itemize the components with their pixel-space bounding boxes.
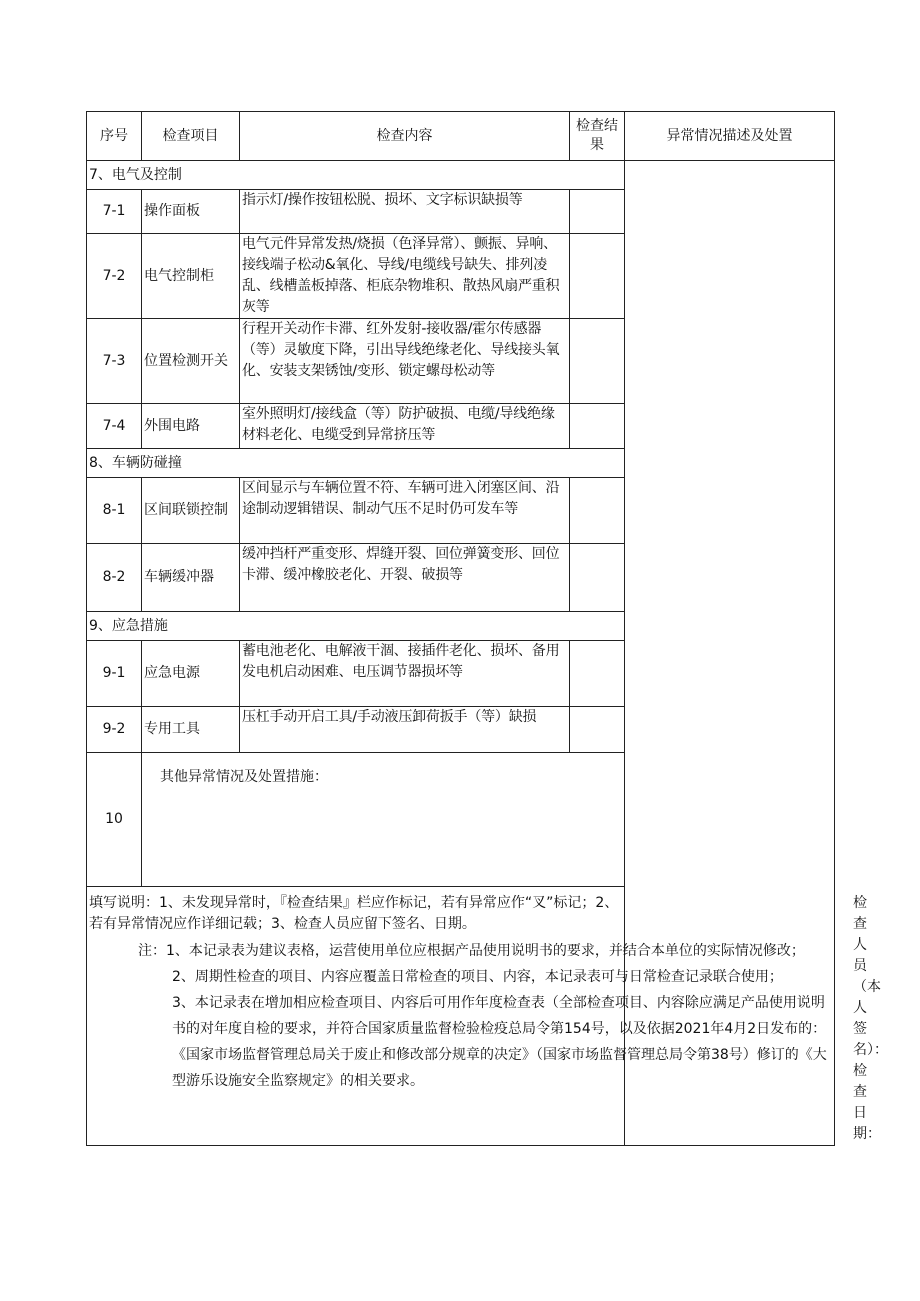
result-cell[interactable]	[570, 707, 625, 753]
row-no: 7-2	[87, 234, 142, 319]
row-content: 室外照明灯/接线盒（等）防护破损、电缆/导线绝缘材料老化、电缆受到异常挤压等	[240, 404, 570, 449]
notes	[138, 938, 838, 1094]
result-cell[interactable]	[570, 404, 625, 449]
header-result: 检查结果	[570, 112, 625, 161]
row-content: 电气元件异常发热/烧损（色泽异常）、颤振、异响、接线端子松动&氧化、导线/电缆线号缺失、排列凌乱、线槽盖板掉落、柜底杂物堆积、散热风扇严重积灰等	[240, 234, 570, 319]
row-item: 车辆缓冲器	[142, 544, 240, 612]
row-no: 7-4	[87, 404, 142, 449]
other-no: 10	[87, 753, 142, 887]
other-row	[87, 753, 835, 887]
header-content: 检查内容	[240, 112, 570, 161]
result-cell[interactable]	[570, 544, 625, 612]
table-header-row	[87, 112, 835, 161]
result-cell[interactable]	[570, 641, 625, 707]
row-item: 外围电路	[142, 404, 240, 449]
row-item: 电气控制柜	[142, 234, 240, 319]
row-item: 专用工具	[142, 707, 240, 753]
row-item: 区间联锁控制	[142, 478, 240, 544]
note-3: 3、本记录表在增加相应检查项目、内容后可用作年度检查表（全部检查项目、内容除应满足产品使用说明书的对年度自检的要求，并符合国家质量监督检验检疫总局令第154号，以及依据2021年4月2日发布的：《国家市场监督管理总局关于废止和修改部分规章的决定》（国家市场监督管理总局令第38号）修订的《大型游乐设施安全监察规定》的相关要求。	[172, 995, 827, 1089]
note-1: 注：1、本记录表为建议表格，运营使用单位应根据产品使用说明书的要求，并结合本单位的实际情况修改；	[138, 943, 805, 959]
other-abnormal-field[interactable]: 其他异常情况及处置措施：	[142, 753, 835, 887]
section-title: 9、应急措施	[87, 612, 625, 641]
row-content: 压杠手动开启工具/手动液压卸荷扳手（等）缺损	[240, 707, 570, 753]
row-item: 应急电源	[142, 641, 240, 707]
header-abnormal: 异常情况描述及处置	[625, 112, 835, 161]
section-title: 7、电气及控制	[87, 161, 625, 190]
row-content: 行程开关动作卡滞、红外发射-接收器/霍尔传感器（等）灵敏度下降，引出导线绝缘老化、导线接头氧化、安装支架锈蚀/变形、锁定螺母松动等	[240, 319, 570, 404]
row-item: 位置检测开关	[142, 319, 240, 404]
row-no: 9-1	[87, 641, 142, 707]
row-content: 缓冲挡杆严重变形、焊缝开裂、回位弹簧变形、回位卡滞、缓冲橡胶老化、开裂、破损等	[240, 544, 570, 612]
row-no: 8-1	[87, 478, 142, 544]
result-cell[interactable]	[570, 234, 625, 319]
note-2: 2、周期性检查的项目、内容应覆盖日常检查的项目、内容，本记录表可与日常检查记录联合使用；	[172, 969, 783, 985]
row-no: 7-1	[87, 190, 142, 234]
fill-instructions: 填写说明：1、未发现异常时，『检查结果』栏应作标记，若有异常应作“叉”标记；2、若有异常情况应作详细记载；3、检查人员应留下签名、日期。	[87, 887, 625, 1146]
result-cell[interactable]	[570, 319, 625, 404]
section-row	[87, 161, 835, 190]
header-item: 检查项目	[142, 112, 240, 161]
footer-row: 填写说明：1、未发现异常时，『检查结果』栏应作标记，若有异常应作“叉”标记；2、若有异常情况应作详细记载；3、检查人员应留下签名、日期。 检查人员（本人签名）：检查日期：	[87, 887, 835, 1146]
row-no: 7-3	[87, 319, 142, 404]
header-no: 序号	[87, 112, 142, 161]
result-cell[interactable]	[570, 190, 625, 234]
row-content: 蓄电池老化、电解液干涸、接插件老化、损坏、备用发电机启动困难、电压调节器损坏等	[240, 641, 570, 707]
row-no: 8-2	[87, 544, 142, 612]
section-title: 8、车辆防碰撞	[87, 449, 625, 478]
row-item: 操作面板	[142, 190, 240, 234]
row-no: 9-2	[87, 707, 142, 753]
result-cell[interactable]	[570, 478, 625, 544]
row-content: 区间显示与车辆位置不符、车辆可进入闭塞区间、沿途制动逻辑错误、制动气压不足时仍可发车等	[240, 478, 570, 544]
row-content: 指示灯/操作按钮松脱、损坏、文字标识缺损等	[240, 190, 570, 234]
